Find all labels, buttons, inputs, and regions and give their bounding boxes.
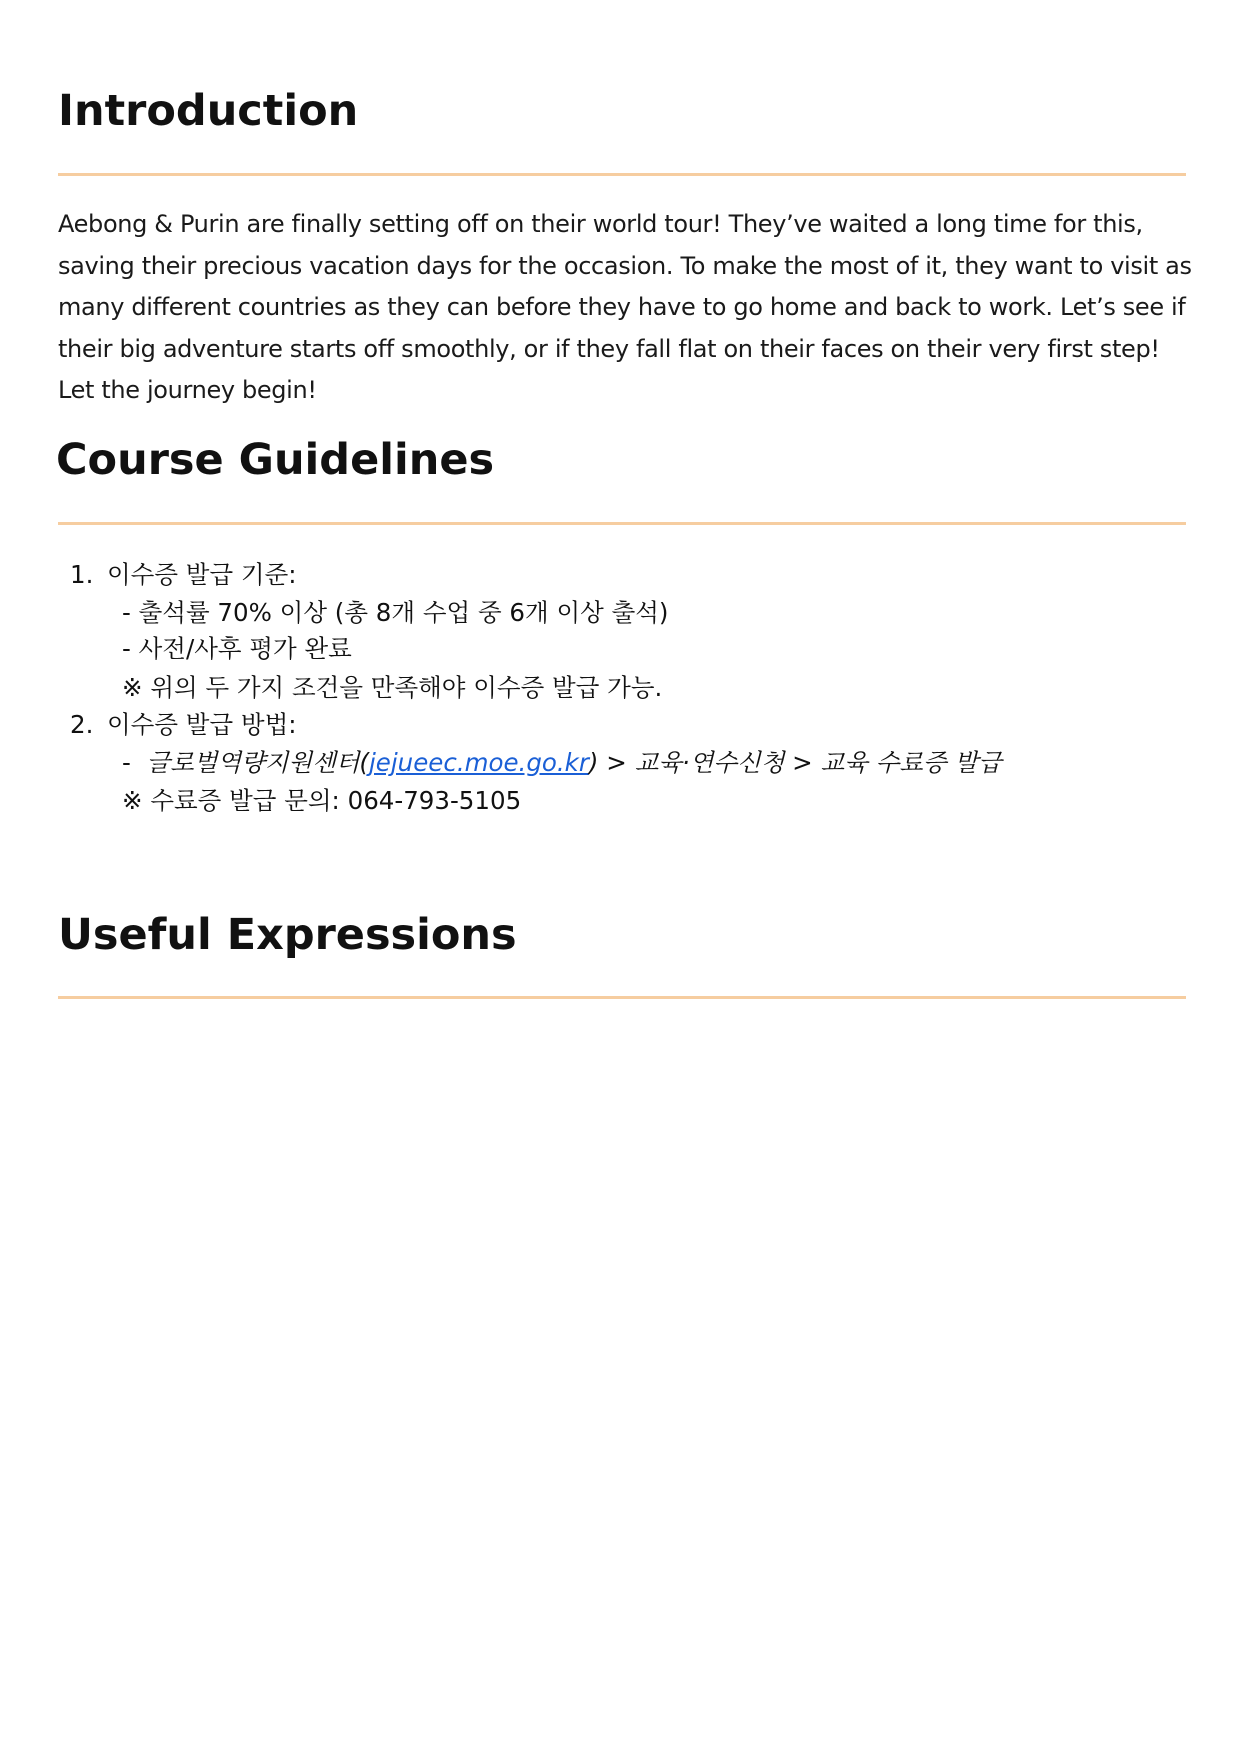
useful-expressions-divider <box>58 996 1186 999</box>
center-website-link[interactable]: jejueec.moe.go.kr <box>368 748 589 777</box>
useful-expressions-title: Useful Expressions <box>58 910 517 960</box>
method-dash: - <box>122 748 131 777</box>
course-guidelines-divider <box>58 522 1186 525</box>
list-item <box>58 556 458 594</box>
method-menu-path: ) > 교육·연수신청 > 교육 수료증 발급 <box>588 748 1002 777</box>
method-center-name: 글로벌역량지원센터( <box>146 748 369 777</box>
introduction-divider <box>58 173 1186 176</box>
list-item-number: 2. <box>70 710 94 739</box>
list-item-number: 1. <box>70 560 94 589</box>
inquiry-contact-note: ※ 수료증 발급 문의: 064-793-5105 <box>122 786 522 815</box>
criteria-evaluation: - 사전/사후 평가 완료 <box>122 634 352 663</box>
course-guidelines-title: Course Guidelines <box>56 435 495 485</box>
issuance-method <box>122 744 1002 782</box>
list-item <box>58 706 458 744</box>
introduction-body: Aebong & Purin are finally setting off on their world tour! They’ve waited a long time for this, saving their precious vacation days for the occasion. To make the most of it, they want to visit as many different countries as they can before they have to go home and back to work. Let’s see if their big adventure starts off smoothly, or if they fall flat on their faces on their very first step! Let the journey begin! <box>58 210 1192 404</box>
list-item-heading: 이수증 발급 기준: <box>107 560 297 589</box>
criteria-attendance: - 출석률 70% 이상 (총 8개 수업 중 6개 이상 출석) <box>122 598 669 627</box>
list-item-heading: 이수증 발급 방법: <box>107 710 297 739</box>
criteria-note: ※ 위의 두 가지 조건을 만족해야 이수증 발급 가능. <box>122 673 663 702</box>
introduction-title: Introduction <box>58 86 359 136</box>
